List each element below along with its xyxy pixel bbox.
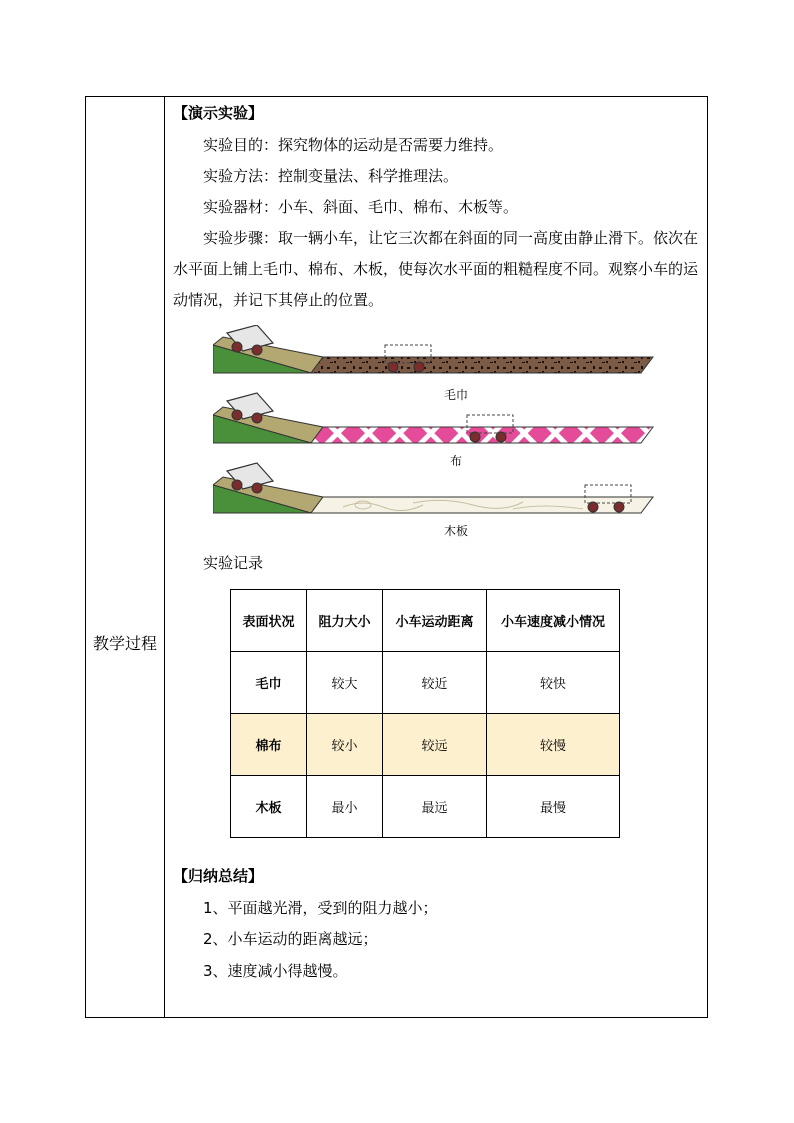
content-cell	[165, 97, 707, 1017]
table-cell: 较远	[383, 714, 487, 776]
table-header: 小车速度减小情况	[487, 590, 620, 652]
table-cell: 较快	[487, 652, 620, 714]
summary-item: 3、速度减小得越慢。	[203, 962, 348, 980]
summary-item: 2、小车运动的距离越远；	[203, 930, 378, 948]
table-cell: 较近	[383, 652, 487, 714]
table-header: 阻力大小	[307, 590, 383, 652]
label-towel: 毛巾	[443, 388, 469, 402]
ramp-wood	[213, 463, 653, 513]
record-label: 实验记录	[203, 554, 264, 572]
record-table	[230, 589, 620, 838]
table-cell: 较慢	[487, 714, 620, 776]
label-wood: 木板	[443, 524, 469, 538]
section-label: 教学过程	[92, 634, 157, 653]
table-row	[231, 776, 620, 838]
table-cell: 毛巾	[231, 652, 307, 714]
ramp-cloth	[213, 393, 653, 443]
demo-heading: 【演示实验】	[173, 104, 264, 122]
table-cell: 较大	[307, 652, 383, 714]
label-cloth: 布	[449, 454, 463, 468]
table-cell: 最慢	[487, 776, 620, 838]
steps-text: 实验步骤：取一辆小车，让它三次都在斜面的同一高度由静止滑下。依次在水平面上铺上毛巾、棉布、木板，使每次水平面的粗糙程度不同。观察小车的运动情况，并记下其停止的位置。	[173, 229, 699, 309]
table-row	[231, 652, 620, 714]
lesson-table	[85, 96, 708, 1018]
table-header: 表面状况	[231, 590, 307, 652]
summary-item: 1、平面越光滑，受到的阻力越小；	[203, 899, 438, 917]
table-cell: 棉布	[231, 714, 307, 776]
table-cell: 较小	[307, 714, 383, 776]
table-row	[231, 714, 620, 776]
summary-heading: 【归纳总结】	[173, 867, 264, 885]
table-cell: 木板	[231, 776, 307, 838]
table-header-row	[231, 590, 620, 652]
table-header: 小车运动距离	[383, 590, 487, 652]
ramp-towel	[213, 325, 653, 373]
table-cell: 最小	[307, 776, 383, 838]
purpose-text: 实验目的：探究物体的运动是否需要力维持。	[203, 136, 504, 154]
equipment-text: 实验器材：小车、斜面、毛巾、棉布、木板等。	[203, 198, 519, 216]
experiment-illustration	[213, 325, 658, 545]
method-text: 实验方法：控制变量法、科学推理法。	[203, 167, 459, 185]
left-cell	[86, 97, 165, 1017]
table-cell: 最远	[383, 776, 487, 838]
